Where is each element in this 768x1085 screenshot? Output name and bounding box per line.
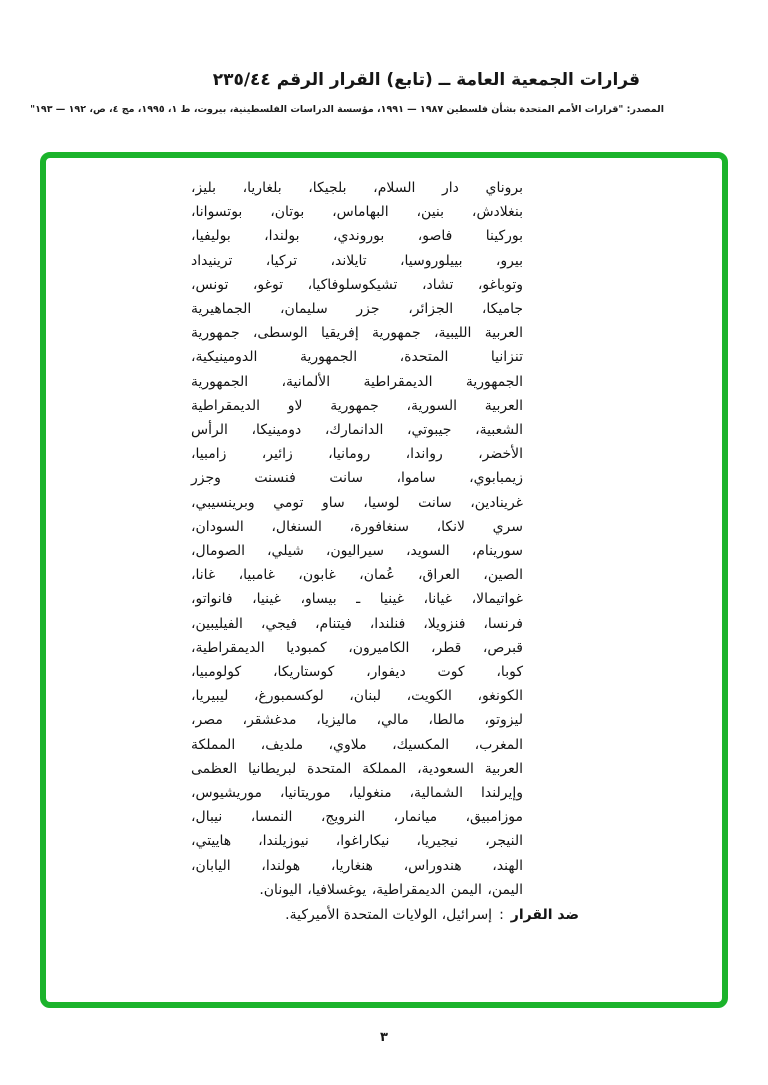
body-line: الكونغو، الكويت، لبنان، لوكسمبورغ، ليبيريا، [191, 688, 523, 705]
body-line: بنغلادش، بنين، البهاماس، بوتان، بوتسوانا، [191, 204, 523, 221]
body-line: النيجر، نيجيريا، نيكاراغوا، نيوزيلندا، هاييتي، [191, 833, 523, 850]
vote-against-line [191, 902, 579, 928]
body-line: الجمهورية الديمقراطية الألمانية، الجمهورية [191, 373, 523, 390]
body-line: جاميكا، الجزائر، جزر سليمان، الجماهيرية [191, 301, 523, 318]
body-line: المغرب، المكسيك، ملاوي، ملديف، المملكة [191, 736, 523, 753]
body-line: العربية السورية، جمهورية لاو الديمقراطية [191, 397, 523, 414]
page-title: قرارات الجمعية العامة ــ (تابع) القرار الرقم ٢٣٥/٤٤ [212, 70, 640, 90]
body-line: غواتيمالا، غيانا، غينيا ـ بيساو، غينيا، فانواتو، [191, 591, 523, 608]
body-line: الشعبية، جيبوتي، الدانمارك، دومينيكا، الرأس [191, 422, 523, 439]
body-line: موزامبيق، ميانمار، النرويج، النمسا، نيبال، [191, 809, 523, 826]
resolution-body [191, 176, 579, 928]
body-line: الأخضر، رواندا، رومانيا، زائير، زامبيا، [191, 446, 523, 463]
body-line: فرنسا، فنزويلا، فنلندا، فيتنام، فيجي، الفيليبين، [191, 615, 523, 632]
body-line: تنزانيا المتحدة، الجمهورية الدومينيكية، [191, 349, 523, 366]
body-line: بيرو، بييلوروسيا، تايلاند، تركيا، ترينيداد [191, 252, 523, 269]
body-line: العربية الليبية، جمهورية إفريقيا الوسطى، جمهورية [191, 325, 523, 342]
body-line: بروناي دار السلام، بلجيكا، بلغاريا، بليز، [191, 180, 523, 196]
body-line: الصين، العراق، عُمان، غابون، غامبيا، غانا، [191, 567, 523, 584]
vote-against-separator: : [499, 907, 504, 924]
body-line: غرينادين، سانت لوسيا، ساو تومي وبرينسيبي، [191, 494, 523, 511]
source-citation: المصدر: "قرارات الأمم المتحدة بشأن فلسطين ١٩٨٧ — ١٩٩١، مؤسسة الدراسات الفلسطينية، بيروت، ط ١، ١٩٩٥، مج ٤، ص، ١٩٢ — ١٩٣" [30, 104, 664, 115]
page-number: ٣ [380, 1030, 388, 1045]
body-line: ليزوتو، مالطا، مالي، ماليزيا، مدغشقر، مصر، [191, 712, 523, 729]
vote-against-label: ضد القرار [510, 907, 579, 924]
body-line: الهند، هندوراس، هنغاريا، هولندا، اليابان، [191, 857, 523, 874]
country-list [191, 176, 523, 902]
body-line: بوركينا فاصو، بوروندي، بولندا، بوليفيا، [191, 228, 523, 245]
body-line: سورينام، السويد، سيراليون، شيلي، الصومال، [191, 543, 523, 560]
body-line: قبرص، قطر، الكاميرون، كمبوديا الديمقراطية، [191, 639, 523, 656]
body-line: العربية السعودية، المملكة المتحدة لبريطانيا العظمى [191, 760, 523, 777]
body-line: كوبا، كوت ديفوار، كوستاريكا، كولومبيا، [191, 664, 523, 681]
body-line: وتوباغو، تشاد، تشيكوسلوفاكيا، توغو، تونس، [191, 276, 523, 293]
body-line: وإيرلندا الشمالية، منغوليا، موريتانيا، موريشيوس، [191, 785, 523, 802]
vote-against-text: إسرائيل، الولايات المتحدة الأميركية. [285, 907, 493, 924]
body-line: زيمبابوي، ساموا، سانت فنسنت وجزر [191, 470, 523, 487]
body-line: اليمن، اليمن الديمقراطية، يوغسلافيا، اليونان. [259, 881, 523, 898]
body-line: سري لانكا، سنغافورة، السنغال، السودان، [191, 518, 523, 535]
